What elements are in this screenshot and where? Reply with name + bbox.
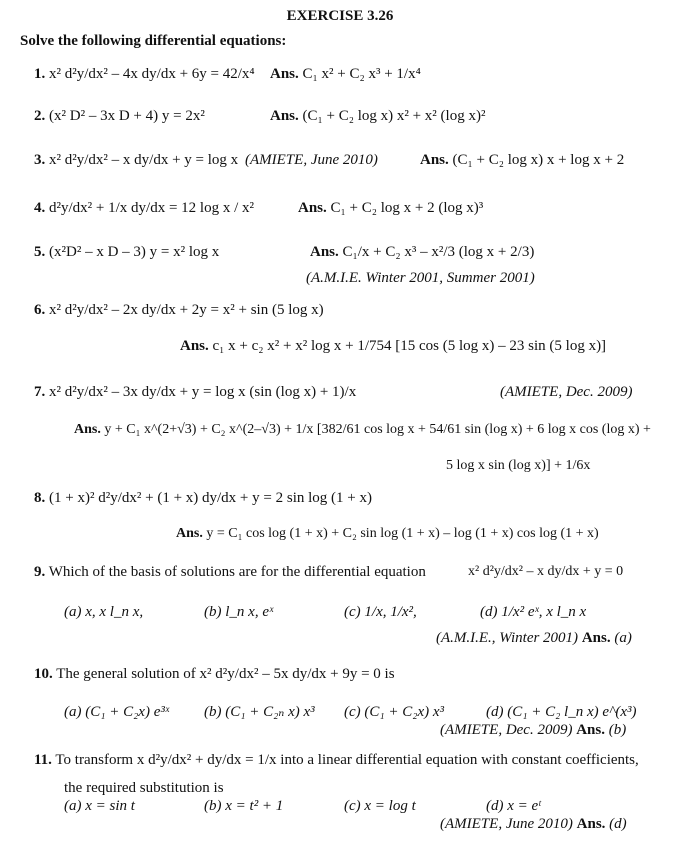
problem-number: 4. bbox=[34, 200, 46, 216]
answer-11 bbox=[440, 816, 627, 833]
problem-11-line2: the required substitution is bbox=[64, 780, 224, 796]
answer-text: C₁/x + C₂ x³ – x²/3 (log x + 2/3) bbox=[342, 244, 535, 260]
answer-text: C₁ x² + C₂ x³ + 1/x⁴ bbox=[302, 66, 421, 82]
answer-label: Ans. bbox=[298, 200, 327, 216]
answer-text: (a) bbox=[614, 630, 632, 646]
problem-number: 10. bbox=[34, 666, 53, 682]
option-c: (c) x = log t bbox=[344, 798, 416, 814]
answer-label: Ans. bbox=[310, 244, 339, 260]
option-b: (b) (C₁ + C₂ₙ x) x³ bbox=[204, 704, 315, 720]
problem-number: 6. bbox=[34, 302, 46, 318]
answer-label: Ans. bbox=[576, 722, 605, 738]
answer-7-line2: 5 log x sin (log x)] + 1/6x bbox=[446, 458, 591, 473]
problem-number: 1. bbox=[34, 66, 46, 82]
problem-8 bbox=[34, 490, 372, 507]
problem-6 bbox=[34, 302, 324, 319]
answer-label: Ans. bbox=[270, 66, 299, 82]
problem-equation: x² d²y/dx² – 5x dy/dx + 9y = 0 is bbox=[199, 666, 395, 682]
problem-2 bbox=[34, 108, 205, 125]
answer-8 bbox=[176, 526, 599, 542]
answer-text: (d) bbox=[609, 816, 627, 832]
answer-9 bbox=[436, 630, 632, 647]
source-7: (AMIETE, Dec. 2009) bbox=[500, 384, 633, 400]
option-c: (c) 1/x, 1/x², bbox=[344, 604, 417, 620]
problem-equation: x d²y/dx² + dy/dx = 1/x bbox=[136, 752, 277, 768]
answer-6 bbox=[180, 338, 606, 355]
problem-number: 5. bbox=[34, 244, 46, 260]
answer-3 bbox=[420, 152, 624, 169]
equation-9: x² d²y/dx² – x dy/dx + y = 0 bbox=[468, 564, 624, 579]
answer-label: Ans. bbox=[180, 338, 209, 354]
source-text: (AMIETE, Dec. 2009) bbox=[440, 722, 573, 738]
problem-question: To transform bbox=[55, 752, 134, 768]
option-d: (d) (C₁ + C₂ l_n x) e^(x³) bbox=[486, 704, 637, 720]
option-b: (b) x = t² + 1 bbox=[204, 798, 284, 814]
problem-1 bbox=[34, 66, 255, 83]
problem-equation: x² d²y/dx² – x dy/dx + y = log x bbox=[49, 152, 239, 168]
option-d: (d) 1/x² eˣ, x l_n x bbox=[480, 604, 587, 620]
source-text: (A.M.I.E., Winter 2001) bbox=[436, 630, 579, 646]
answer-1 bbox=[270, 66, 421, 83]
problem-11 bbox=[34, 752, 639, 769]
problem-number: 9. bbox=[34, 564, 46, 580]
answer-2 bbox=[270, 108, 485, 125]
problem-question: The general solution of bbox=[56, 666, 196, 682]
problem-4 bbox=[34, 200, 254, 217]
problem-number: 3. bbox=[34, 152, 46, 168]
option-b: (b) l_n x, eˣ bbox=[204, 604, 274, 620]
answer-label: Ans. bbox=[420, 152, 449, 168]
problem-7 bbox=[34, 384, 356, 401]
answer-label: Ans. bbox=[176, 526, 203, 541]
answer-text: (C₁ + C₂ log x) x + log x + 2 bbox=[452, 152, 625, 168]
option-a: (a) x = sin t bbox=[64, 798, 135, 814]
answer-5 bbox=[310, 244, 534, 261]
problem-equation: (x²D² – x D – 3) y = x² log x bbox=[49, 244, 220, 260]
problem-number: 11. bbox=[34, 752, 52, 768]
problem-number: 8. bbox=[34, 490, 46, 506]
answer-text: (C₁ + C₂ log x) x² + x² (log x)² bbox=[302, 108, 486, 124]
source-3: (AMIETE, June 2010) bbox=[245, 152, 378, 168]
problem-equation: (x² D² – 3x D + 4) y = 2x² bbox=[49, 108, 205, 124]
problem-9 bbox=[34, 564, 426, 581]
option-d: (d) x = eᵗ bbox=[486, 798, 541, 814]
problem-10 bbox=[34, 666, 395, 683]
answer-label: Ans. bbox=[581, 630, 611, 646]
problem-5 bbox=[34, 244, 219, 261]
answer-text: y = C₁ cos log (1 + x) + C₂ sin log (1 + x) – log (1 + x) cos log (1 + x) bbox=[206, 526, 599, 541]
problem-question: Which of the basis of solutions are for the differential equation bbox=[48, 564, 426, 580]
exercise-title: EXERCISE 3.26 bbox=[286, 8, 394, 24]
answer-text: C₁ + C₂ log x + 2 (log x)³ bbox=[330, 200, 484, 216]
problem-equation: (1 + x)² d²y/dx² + (1 + x) dy/dx + y = 2 sin log (1 + x) bbox=[49, 490, 372, 506]
problem-equation: x² d²y/dx² – 3x dy/dx + y = log x (sin (log x) + 1)/x bbox=[49, 384, 357, 400]
answer-7 bbox=[74, 422, 651, 438]
problem-3 bbox=[34, 152, 238, 169]
source-text: (AMIETE, June 2010) bbox=[440, 816, 573, 832]
answer-text: (b) bbox=[608, 722, 627, 738]
answer-label: Ans. bbox=[74, 422, 101, 437]
option-a: (a) x, x l_n x, bbox=[64, 604, 144, 620]
problem-equation: d²y/dx² + 1/x dy/dx = 12 log x / x² bbox=[49, 200, 254, 216]
problem-number: 2. bbox=[34, 108, 46, 124]
problem-equation: x² d²y/dx² – 2x dy/dx + 2y = x² + sin (5 log x) bbox=[49, 302, 324, 318]
answer-label: Ans. bbox=[270, 108, 299, 124]
answer-text: y + C₁ x^(2+√3) + C₂ x^(2–√3) + 1/x [382/61 cos log x + 54/61 sin (log x) + 6 log x cos (log x) + bbox=[104, 422, 651, 437]
answer-4 bbox=[298, 200, 483, 217]
source-5: (A.M.I.E. Winter 2001, Summer 2001) bbox=[306, 270, 535, 286]
answer-10 bbox=[440, 722, 626, 739]
option-c: (c) (C₁ + C₂x) x³ bbox=[344, 704, 445, 720]
problem-number: 7. bbox=[34, 384, 46, 400]
answer-label: Ans. bbox=[576, 816, 606, 832]
instruction-heading: Solve the following differential equations: bbox=[20, 33, 287, 49]
problem-question-tail: into a linear differential equation with constant coefficients, bbox=[280, 752, 639, 768]
problem-equation: x² d²y/dx² – 4x dy/dx + 6y = 42/x⁴ bbox=[49, 66, 255, 82]
option-a: (a) (C₁ + C₂x) e³ˣ bbox=[64, 704, 170, 720]
answer-text: c₁ x + c₂ x² + x² log x + 1/754 [15 cos (5 log x) – 23 sin (5 log x)] bbox=[212, 338, 607, 354]
